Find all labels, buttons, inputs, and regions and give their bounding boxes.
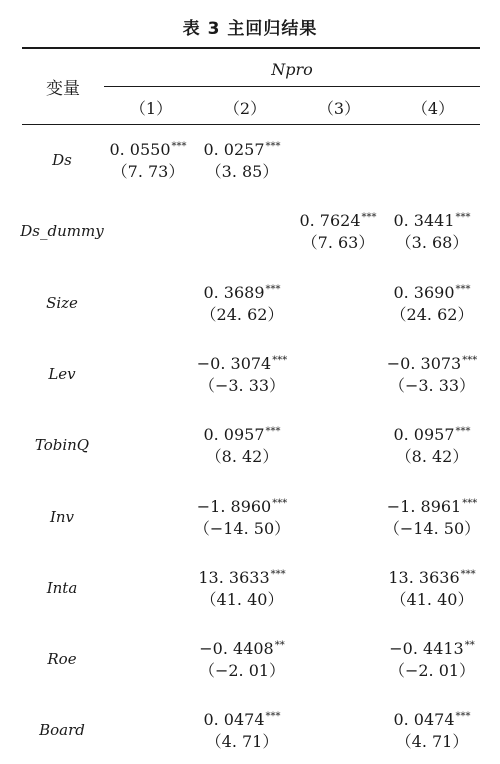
coefficient-value: −0. 3074*** <box>196 353 288 373</box>
table-cell <box>193 351 291 395</box>
coefficient-value: 13. 3633*** <box>198 567 286 587</box>
t-statistic: （41. 40） <box>390 589 474 609</box>
significance-stars: *** <box>455 283 471 295</box>
row-label: Roe <box>47 650 77 669</box>
table-cell <box>289 208 387 252</box>
table-cell <box>193 636 291 680</box>
row-label: Ds <box>52 151 72 169</box>
row-label: Board <box>39 721 85 740</box>
significance-stars: *** <box>455 711 471 723</box>
significance-stars: *** <box>265 426 281 438</box>
npro-group-header: Npro <box>271 60 313 79</box>
table-cell <box>193 565 291 609</box>
row-label: Lev <box>48 364 76 383</box>
column-header-3: （3） <box>317 99 361 118</box>
coefficient-value: 0. 0550*** <box>109 140 187 159</box>
column-header-2: （2） <box>223 99 267 118</box>
t-statistic: （7. 63） <box>301 233 375 253</box>
table-cell <box>383 280 481 324</box>
significance-stars: *** <box>265 141 281 152</box>
significance-stars: *** <box>272 354 288 366</box>
significance-stars: *** <box>460 568 476 580</box>
group-underline-rule <box>104 86 480 87</box>
table-cell <box>383 636 481 680</box>
coefficient-value: 0. 3689*** <box>203 282 281 302</box>
table-cell <box>383 494 481 538</box>
table-cell <box>383 565 481 609</box>
variable-column-header: 变量 <box>46 79 80 99</box>
significance-stars: *** <box>171 141 187 152</box>
significance-stars: *** <box>462 497 478 509</box>
t-statistic: （8. 42） <box>395 447 469 467</box>
table-cell <box>193 137 291 181</box>
coefficient-value: −1. 8960*** <box>196 496 288 516</box>
t-statistic: （41. 40） <box>200 589 284 609</box>
header-rule <box>22 124 480 125</box>
coefficient-value: 0. 3441*** <box>393 211 471 231</box>
t-statistic: （7. 73） <box>111 162 185 181</box>
coefficient-value: 0. 0474*** <box>203 710 281 730</box>
coefficient-value: 0. 0474*** <box>393 710 471 730</box>
row-label: Ds_dummy <box>20 222 104 241</box>
t-statistic: （4. 71） <box>205 732 279 752</box>
coefficient-value: −0. 3073*** <box>386 353 478 373</box>
t-statistic: （−14. 50） <box>383 518 481 538</box>
coefficient-value: 0. 0257*** <box>203 140 281 159</box>
significance-stars: *** <box>265 283 281 295</box>
table-cell <box>193 422 291 466</box>
t-statistic: （8. 42） <box>205 447 279 467</box>
row-label: Size <box>46 293 78 312</box>
top-rule <box>22 47 480 49</box>
row-label: Inta <box>46 578 78 597</box>
coefficient-value: −1. 8961*** <box>386 496 478 516</box>
row-label: TobinQ <box>34 436 90 455</box>
significance-stars: ** <box>274 640 285 652</box>
table-title: 表 3 主回归结果 <box>182 19 318 39</box>
coefficient-value: 0. 3690*** <box>393 282 471 302</box>
significance-stars: *** <box>272 497 288 509</box>
coefficient-value: 0. 7624*** <box>299 211 377 231</box>
coefficient-value: −0. 4408** <box>199 639 285 659</box>
significance-stars: ** <box>464 640 475 652</box>
table-cell <box>193 707 291 751</box>
significance-stars: *** <box>455 426 471 438</box>
column-header-1: （1） <box>129 99 173 118</box>
t-statistic: （24. 62） <box>390 304 474 324</box>
column-header-4: （4） <box>411 99 455 118</box>
t-statistic: （4. 71） <box>395 732 469 752</box>
t-statistic: （3. 68） <box>395 233 469 253</box>
coefficient-value: 0. 0957*** <box>203 425 281 445</box>
significance-stars: *** <box>455 212 471 224</box>
table-cell <box>383 707 481 751</box>
significance-stars: *** <box>270 568 286 580</box>
t-statistic: （−3. 33） <box>198 375 286 395</box>
table-cell <box>383 351 481 395</box>
coefficient-value: 0. 0957*** <box>393 425 471 445</box>
significance-stars: *** <box>462 354 478 366</box>
coefficient-value: −0. 4413** <box>389 639 475 659</box>
t-statistic: （−3. 33） <box>388 375 476 395</box>
coefficient-value: 13. 3636*** <box>388 567 476 587</box>
table-cell <box>383 208 481 252</box>
t-statistic: （24. 62） <box>200 304 284 324</box>
t-statistic: （−2. 01） <box>388 661 476 681</box>
table-cell <box>193 494 291 538</box>
table-cell <box>99 137 197 181</box>
table-cell <box>193 280 291 324</box>
table-cell <box>383 422 481 466</box>
significance-stars: *** <box>361 212 377 224</box>
row-label: Inv <box>49 507 75 526</box>
significance-stars: *** <box>265 711 281 723</box>
t-statistic: （3. 85） <box>205 162 279 181</box>
t-statistic: （−14. 50） <box>193 518 291 538</box>
t-statistic: （−2. 01） <box>198 661 286 681</box>
